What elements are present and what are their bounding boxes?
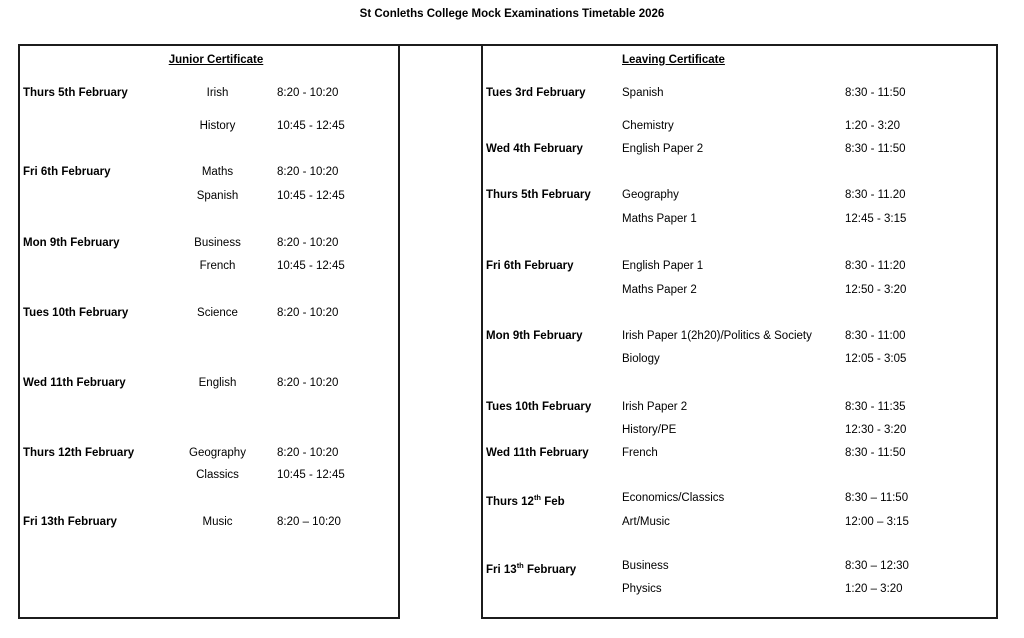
exam-date-ordinal-suffix: th <box>533 493 542 502</box>
exam-row <box>483 582 996 596</box>
exam-time: 12:00 – 3:15 <box>845 516 909 528</box>
exam-row <box>20 189 398 203</box>
exam-date-text: Wed 11th February <box>486 447 589 459</box>
exam-date-text: Fri 13 <box>486 563 517 576</box>
exam-date-ordinal-suffix: th <box>516 561 524 570</box>
exam-subject: Geography <box>189 447 246 459</box>
exam-subject: Maths <box>201 166 234 178</box>
exam-row <box>483 515 996 529</box>
exam-time: 8:20 - 10:20 <box>277 377 339 389</box>
exam-row <box>483 559 996 576</box>
exam-row <box>20 376 398 390</box>
exam-subject: English Paper 2 <box>622 143 704 155</box>
exam-date-text: Thurs 12th February <box>23 447 135 459</box>
exam-time: 1:20 - 3:20 <box>845 120 900 132</box>
exam-date <box>486 142 583 156</box>
exam-subject: Biology <box>622 353 660 365</box>
exam-date <box>486 559 576 577</box>
exam-row <box>20 236 398 250</box>
exam-date <box>23 86 128 100</box>
exam-subject: Music <box>202 516 233 528</box>
exam-subject: Physics <box>622 583 662 595</box>
exam-time: 8:20 – 10:20 <box>277 516 341 528</box>
exam-time: 8:30 – 12:30 <box>845 560 909 572</box>
exam-subject: French <box>199 260 236 272</box>
exam-row <box>483 329 996 343</box>
exam-date-text: Mon 9th February <box>486 330 583 342</box>
exam-time: 10:45 - 12:45 <box>277 260 345 272</box>
exam-row <box>483 142 996 156</box>
exam-date <box>23 376 126 390</box>
exam-time: 12:05 - 3:05 <box>845 353 907 365</box>
exam-time: 12:30 - 3:20 <box>845 424 907 436</box>
exam-subject: Maths Paper 1 <box>622 213 697 225</box>
exam-date-text: Tues 10th February <box>486 401 592 413</box>
exam-time: 8:30 - 11:35 <box>845 401 906 413</box>
exam-time: 8:20 - 10:20 <box>277 447 339 459</box>
exam-subject: Art/Music <box>622 516 670 528</box>
exam-time: 1:20 – 3:20 <box>845 583 903 595</box>
exam-date-text: Wed 11th February <box>23 377 126 389</box>
exam-date-text: Tues 10th February <box>23 307 129 319</box>
exam-row <box>20 86 398 100</box>
exam-row <box>483 119 996 133</box>
exam-subject: English Paper 1 <box>622 260 704 272</box>
exam-row <box>483 283 996 297</box>
exam-subject: Classics <box>196 469 239 481</box>
table-top-connector-line <box>398 44 483 46</box>
exam-subject: English <box>198 377 237 389</box>
exam-subject: Irish <box>206 87 229 99</box>
exam-time: 8:30 - 11:50 <box>845 447 906 459</box>
exam-time: 12:45 - 3:15 <box>845 213 907 225</box>
exam-row <box>20 515 398 529</box>
exam-subject: Irish Paper 2 <box>622 401 688 413</box>
exam-subject: History/PE <box>622 424 677 436</box>
exam-row <box>483 446 996 460</box>
exam-date <box>486 188 591 202</box>
exam-subject: Spanish <box>196 190 239 202</box>
exam-time: 10:45 - 12:45 <box>277 190 345 202</box>
exam-row <box>483 212 996 226</box>
exam-date <box>486 446 589 460</box>
exam-date-text: Thurs 12 <box>486 495 534 508</box>
exam-row <box>483 259 996 273</box>
exam-date <box>486 329 582 343</box>
exam-date <box>23 165 111 179</box>
exam-date <box>23 515 117 529</box>
exam-time: 10:45 - 12:45 <box>277 469 345 481</box>
exam-subject: Business <box>194 237 241 249</box>
junior-certificate-heading: Junior Certificate <box>168 54 264 66</box>
exam-date <box>23 236 119 250</box>
exam-subject: Maths Paper 2 <box>622 284 697 296</box>
exam-subject: Irish Paper 1(2h20)/Politics & Society <box>622 330 812 342</box>
exam-date-text: Thurs 5th February <box>486 189 591 201</box>
exam-date-text: Fri 6th February <box>486 260 574 272</box>
exam-subject: Science <box>197 307 238 319</box>
leaving-certificate-table <box>481 44 998 619</box>
exam-time: 10:45 - 12:45 <box>277 120 345 132</box>
document-title: St Conleths College Mock Examinations Timetable 2026 <box>359 8 665 20</box>
exam-date <box>23 446 134 460</box>
exam-time: 12:50 - 3:20 <box>845 284 907 296</box>
exam-subject: Spanish <box>622 87 664 99</box>
exam-date <box>486 259 574 273</box>
exam-subject: History <box>199 120 236 132</box>
exam-row <box>20 119 398 133</box>
exam-date <box>486 400 591 414</box>
exam-date-text: Fri 6th February <box>23 166 111 178</box>
exam-subject: Economics/Classics <box>622 492 725 504</box>
exam-date-text: Fri 13th February <box>23 516 117 528</box>
exam-date-text: February <box>523 563 577 576</box>
exam-date-text: Thurs 5th February <box>23 87 128 99</box>
exam-row <box>20 306 398 320</box>
exam-row <box>483 400 996 414</box>
exam-row <box>20 446 398 460</box>
exam-time: 8:30 - 11:20 <box>845 260 906 272</box>
leaving-certificate-heading: Leaving Certificate <box>622 54 725 66</box>
exam-date-text: Wed 4th February <box>486 143 583 155</box>
exam-date-text: Tues 3rd February <box>486 87 586 99</box>
exam-row <box>20 468 398 482</box>
exam-time: 8:30 - 11:50 <box>845 143 906 155</box>
exam-date <box>23 306 128 320</box>
exam-row <box>483 188 996 202</box>
exam-row <box>483 423 996 437</box>
exam-date-text: Mon 9th February <box>23 237 120 249</box>
exam-time: 8:20 - 10:20 <box>277 166 339 178</box>
exam-row <box>483 86 996 100</box>
junior-certificate-table <box>18 44 400 619</box>
exam-row <box>20 259 398 273</box>
exam-row <box>20 165 398 179</box>
exam-time: 8:20 - 10:20 <box>277 307 339 319</box>
exam-subject: Chemistry <box>622 120 674 132</box>
exam-date-text: Feb <box>541 495 565 508</box>
exam-subject: French <box>622 447 658 459</box>
exam-time: 8:30 – 11:50 <box>845 492 909 504</box>
exam-subject: Business <box>622 560 669 572</box>
exam-time: 8:20 - 10:20 <box>277 87 339 99</box>
exam-time: 8:30 - 11:00 <box>845 330 906 342</box>
exam-row <box>483 491 996 508</box>
exam-date <box>486 491 565 509</box>
exam-time: 8:30 - 11.20 <box>845 189 906 201</box>
exam-time: 8:20 - 10:20 <box>277 237 339 249</box>
exam-subject: Geography <box>622 189 679 201</box>
exam-row <box>483 352 996 366</box>
exam-date <box>486 86 586 100</box>
exam-time: 8:30 - 11:50 <box>845 87 906 99</box>
